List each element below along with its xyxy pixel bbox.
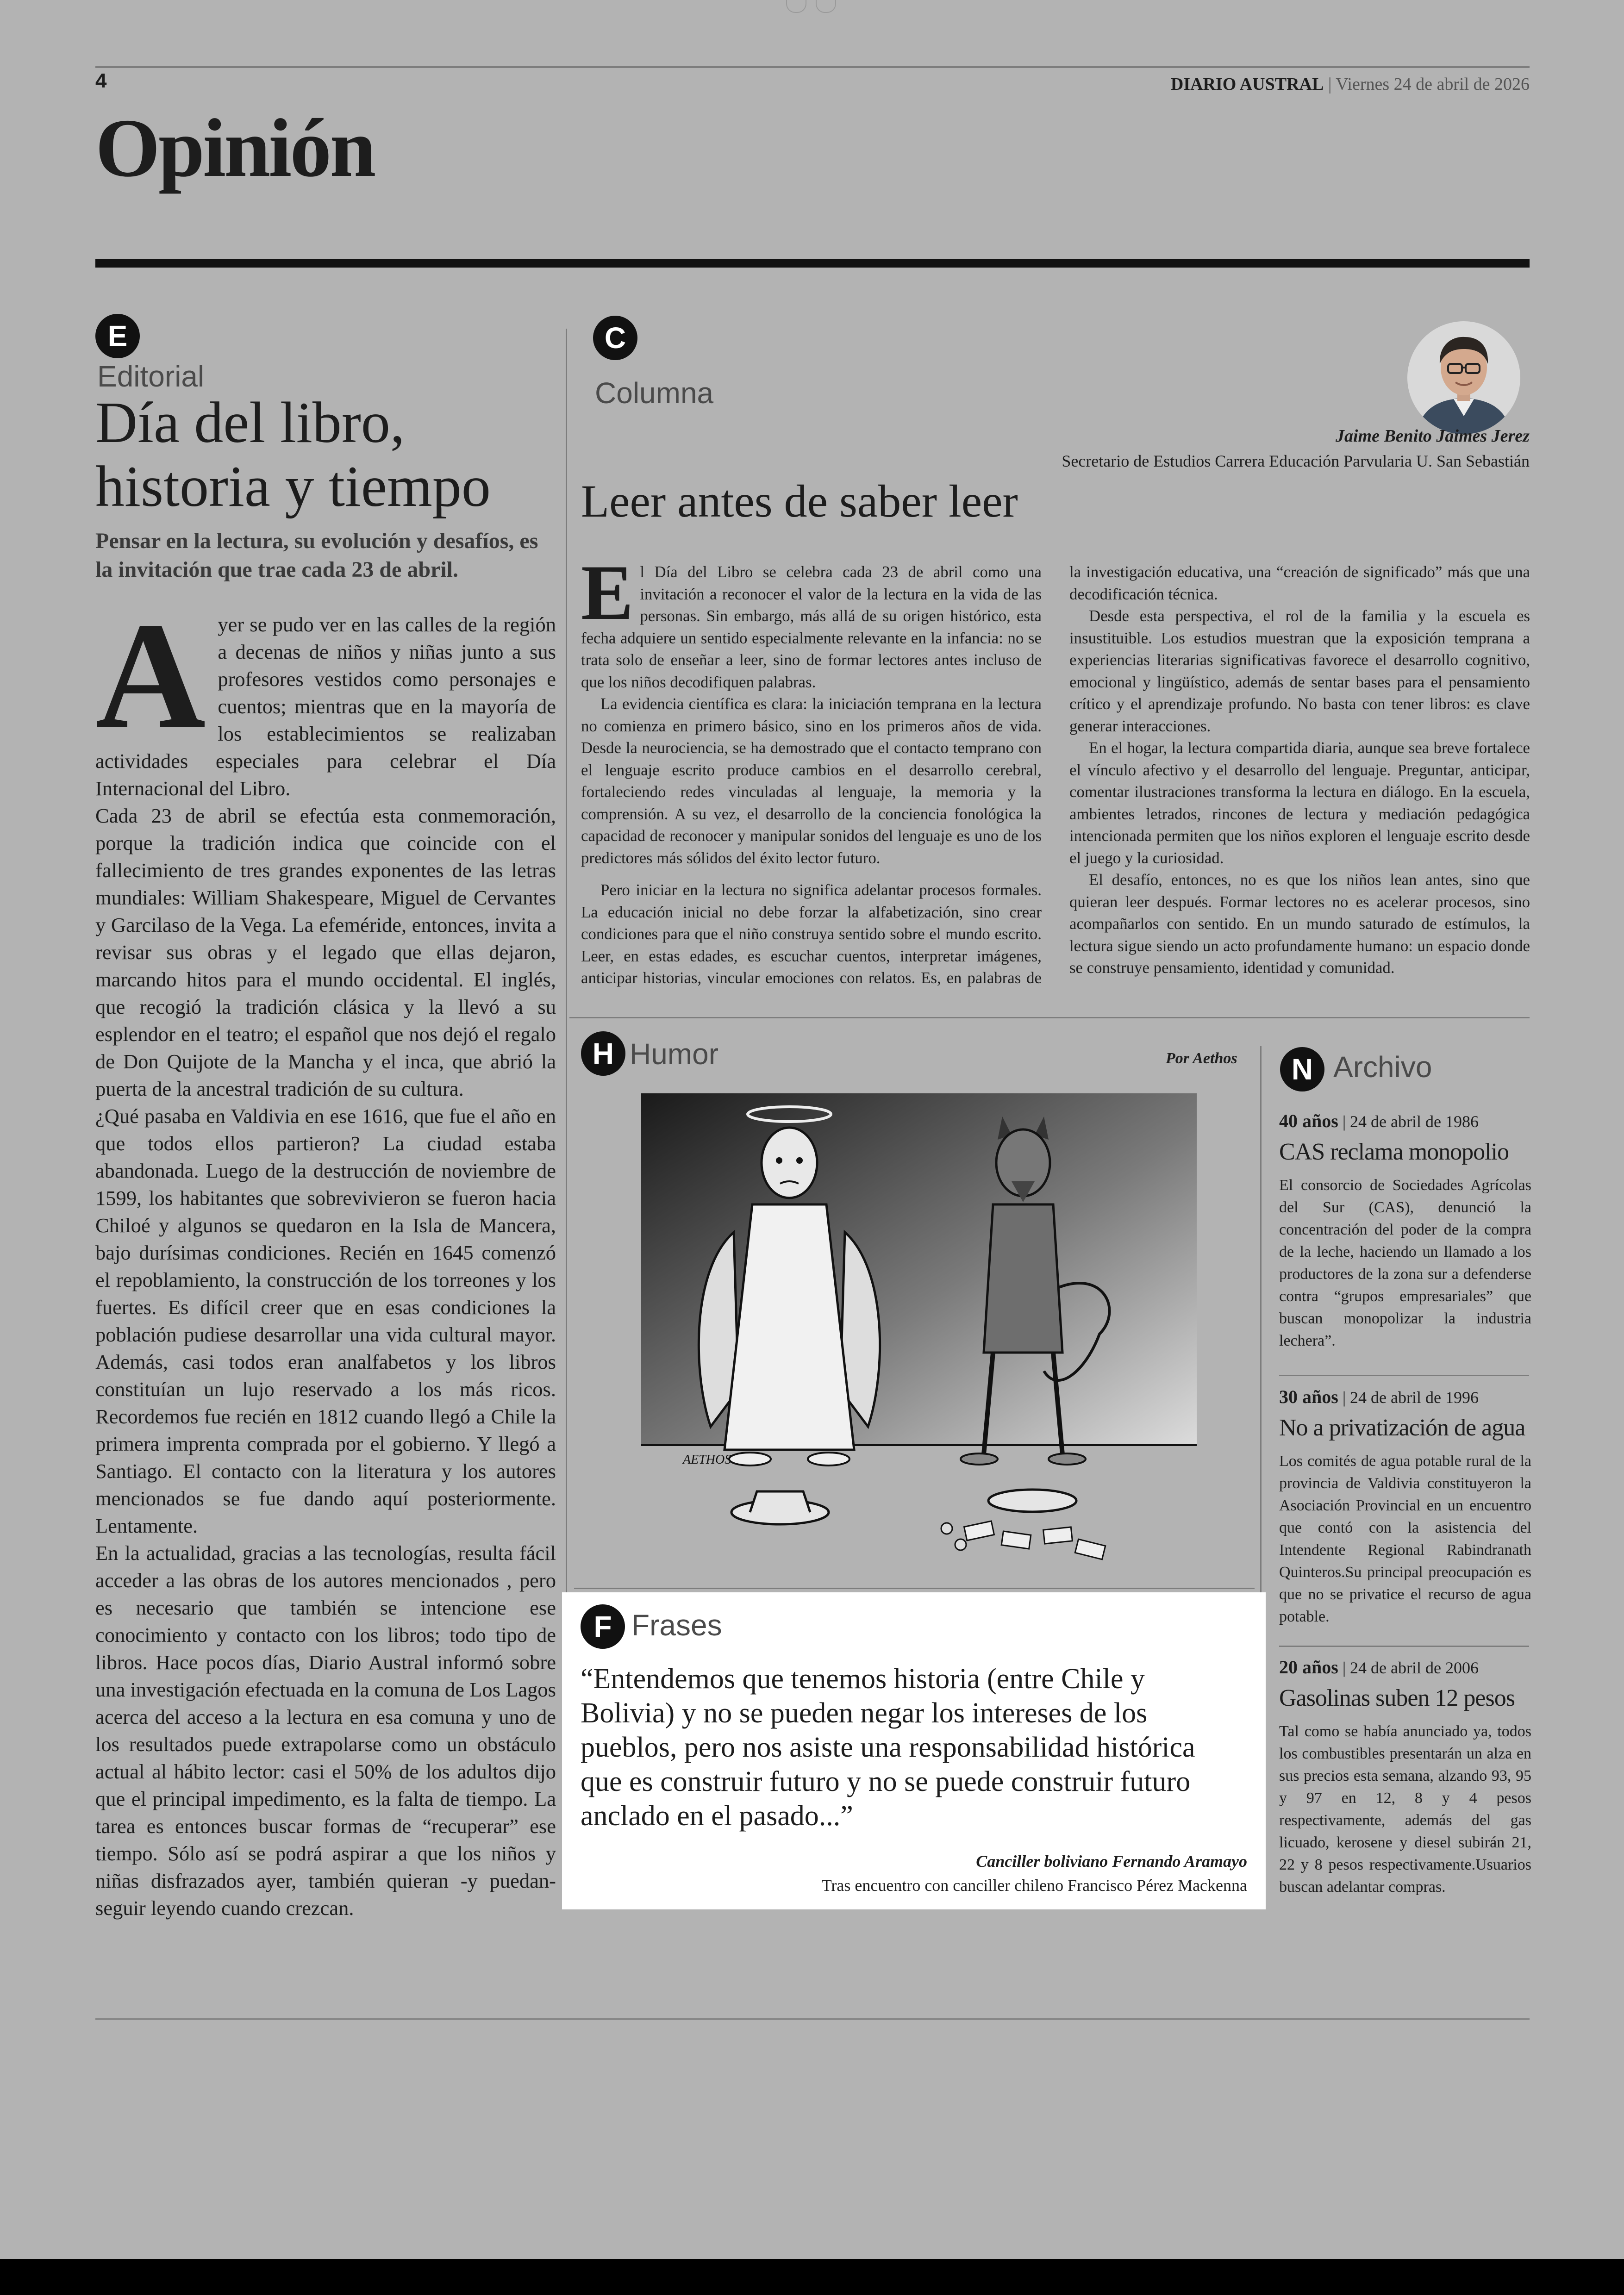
archive-kicker: Archivo — [1333, 1050, 1432, 1084]
archive-date: 24 de abril de 2006 — [1350, 1659, 1479, 1677]
viewer-bottom-bar — [0, 2259, 1624, 2295]
editorial-body — [95, 591, 556, 1922]
column-paragraph: l Día del Libro se celebra cada 23 de abril como una invitación a reconocer el valor de la lectura en la vida de las personas. Sin embargo, más allá de su origen histórico, esta fecha adquiere un sentido especialmente relevante en la infancia: no se trata solo de enseñar a leer, sino de formar lectores antes incluso de que los niños decodifiquen palabras. — [581, 563, 1042, 691]
editorial-paragraph: Cada 23 de abril se efectúa esta conmemoración, porque la tradición indica que coincide con el fallecimiento de tres grandes exponentes de las letras mundiales: William Shakespeare, Miguel de Cervantes y Garcilaso de la Vega. La efeméride, entonces, invita a revisar sus obras y el legado que ellas dejaron, marcando hitos para el mundo occidental. El inglés, que recogió la tradición clásica y la llevó a su esplendor en el teatro; el español que nos dejó el regalo de Don Quijote de la Mancha y el inca, que abrió la puerta de la ancestral tradición de su cultura. — [95, 804, 556, 1100]
frases-quote: “Entendemos que tenemos historia (entre Chile y Bolivia) y no se pueden negar los intereses de los pueblos, pero nos asiste una responsabilidad histórica que es construir futuro y no se puede construir futuro anclado en el pasado...” — [581, 1663, 1195, 1832]
cartoon-signature: AETHOS — [683, 1453, 731, 1467]
masthead: DIARIO AUSTRAL | Viernes 24 de abril de 2026 — [1170, 75, 1530, 94]
editorial-badge-icon: E — [95, 314, 140, 358]
editorial-paragraph: ¿Qué pasaba en Valdivia en ese 1616, que fue el año en que todos ellos partieron? La ciudad estaba abandonada. Luego de la destrucción de noviembre de 1599, los habitantes que sobrevivieron se fueron hacia Chiloé y algunos se quedaron en la Isla de Mancera, bajo durísimas condiciones. Recién en 1645 comenzó el repoblamiento, la construcción de los torreones y los fuertes. Es difícil creer que en esas condiciones la población pudiese desarrollar una vida cultural mayor. Además, casi todos eran analfabetos y los libros constituían un lujo reservado a los más ricos. Recordemos fue recién en 1812 cuando llegó a Chile la primera imprenta comprada por el gobierno. Y llegó a Santiago. El contacto con la literatura y los autores mencionados se fue dando aquí posteriormente. Lentamente. — [95, 1104, 556, 1537]
viewer-nav-icons[interactable] — [781, 0, 842, 14]
page-number: 4 — [95, 69, 107, 92]
prev-page-icon[interactable] — [786, 0, 806, 13]
archive-body: El consorcio de Sociedades Agrícolas del Sur (CAS), denunció la concentración del poder de la compra de la leche, haciendo un llamado a los productores de la zona sur a defenderse contra “grupos empresariales” que buscan monopolizar la industria lechera”. — [1279, 1177, 1531, 1349]
archive-entry-date: 20 años | 24 de abril de 2006 — [1279, 1657, 1479, 1678]
bottom-rule — [95, 2018, 1530, 2020]
archive-entry — [1279, 1656, 1531, 1898]
column-paragraph: Desde esta perspectiva, el rol de la familia y la escuela es insustituible. Los estudios muestran que la exposición temprana a experiencias literarias significativas favorece el desarrollo cognitivo, emocional y lingüístico, además de sentar bases para el pensamiento crítico y el aprendizaje profundo. No basta con tener libros: es clave generar interacciones. — [1069, 607, 1530, 735]
column-badge-icon: C — [593, 316, 637, 360]
column-bottom-rule — [569, 1017, 1530, 1018]
column-paragraph: El desafío, entonces, no es que los niños lean antes, sino que quieran leer después. Formar lectores no es acelerar procesos, sino acompañarlos con sentido. En un mundo saturado de estímulos, la lectura sigue siendo un acto profundamente humano: un espacio donde se construye pensamiento, identidad y comunidad. — [1069, 871, 1530, 977]
humor-badge-icon: H — [581, 1031, 625, 1076]
section-title: Opinión — [95, 102, 375, 194]
archive-headline: No a privatización de agua — [1279, 1415, 1525, 1441]
archive-entry-date: 40 años | 24 de abril de 1986 — [1279, 1110, 1479, 1131]
archive-entry — [1279, 1110, 1531, 1352]
frases-context: Tras encuentro con canciller chileno Francisco Pérez Mackenna — [821, 1876, 1247, 1895]
frases-author: Canciller boliviano Fernando Aramayo — [976, 1852, 1247, 1871]
archive-entry — [1279, 1386, 1531, 1628]
column-paragraph: La evidencia científica es clara: la iniciación temprana en la lectura no comienza en primero básico, sino en los primeros años de vida. Desde la neurociencia, se ha demostrado que el contacto temprano con el lenguaje escrito produce cambios en el desarrollo cerebral, fortaleciendo redes vinculadas al lenguaje, la memoria y la comprensión. A su vez, el desarrollo de la conciencia fonológica la capacidad de reconocer y manipular sonidos del lenguaje es uno de los predictores más sólidos del éxito lector futuro. — [581, 695, 1042, 867]
column-author: Jaime Benito Jaimes Jerez — [1335, 426, 1530, 446]
archive-badge-icon: N — [1280, 1047, 1324, 1091]
column-paragraph: Pero iniciar en la lectura no significa adelantar procesos formales. La educación inicial no debe forzar la alfabetización, sino crear condiciones para que el niño construya sentido sobre el mundo escrito. Leer, en estas edades, es escuchar cuentos, interpretar imágenes, anticipar historias, vincular emociones con relatos. Es, en palabras de la investigación educativa, una “creación de significado” más que una decodificación técnica. — [581, 563, 1530, 987]
frases-box — [562, 1592, 1266, 1909]
editorial-paragraph: yer se pudo ver en las calles de la región a decenas de niños y niñas junto a sus profesores vestidos como personajes e cuentos; mientras que en la mayoría de los establecimientos se realizaban actividades especiales para celebrar el Día Internacional del Libro. — [95, 613, 556, 800]
archive-body: Los comités de agua potable rural de la provincia de Valdivia constituyeron la Asociación Provincial en un encuentro que contó con la asistencia del Intendente Regional Rabindranath Quinteros.Su principal preocupación es que no se privatice el recurso de agua potable. — [1279, 1453, 1531, 1625]
masthead-paper: DIARIO AUSTRAL — [1170, 75, 1324, 94]
archive-years: 20 años — [1279, 1657, 1338, 1678]
editorial-lead: Pensar en la lectura, su evolución y desafíos, es la invitación que trae cada 23 de abril. — [95, 529, 538, 582]
editorial-title: Día del libro, historia y tiempo — [95, 391, 491, 519]
column-title: Leer antes de saber leer — [581, 475, 1018, 527]
editorial-kicker: Editorial — [97, 360, 205, 393]
archive-rule — [1279, 1646, 1529, 1647]
archive-headline: Gasolinas suben 12 pesos — [1279, 1685, 1515, 1711]
masthead-date: Viernes 24 de abril de 2026 — [1336, 75, 1530, 94]
humor-credit: Por Aethos — [1166, 1050, 1237, 1067]
archive-headline: CAS reclama monopolio — [1279, 1139, 1509, 1165]
column-paragraph: En el hogar, la lectura compartida diaria, aunque sea breve fortalece el vínculo afectivo y el desarrollo del lenguaje. Preguntar, anticipar, comentar ilustraciones transforma la lectura en diálogo. En la escuela, ambientes letrados, rincones de lectura y mediación pedagógica intencionada permiten que los niños exploren el lenguaje escrito desde el juego y la curiosidad. — [1069, 739, 1530, 867]
archive-years: 40 años — [1279, 1110, 1338, 1131]
column-body — [581, 549, 1530, 989]
archive-body: Tal como se había anunciado ya, todos los combustibles presentarán un alza en sus precios esta semana, alzando 93, 95 y 97 en 12, 8 y 4 pesos respectivamente, además del gas licuado, kerosene y diesel subirán 21, 22 y 8 pesos respectivamente.Usuarios buscan adelantar compras. — [1279, 1723, 1531, 1896]
archive-date: 24 de abril de 1986 — [1350, 1112, 1479, 1131]
next-page-icon[interactable] — [816, 0, 836, 13]
frases-badge-icon: F — [581, 1604, 625, 1649]
column-drop-cap: E — [581, 549, 634, 636]
humor-cartoon — [641, 1093, 1197, 1575]
section-rule — [95, 259, 1530, 268]
archive-entry-date: 30 años | 24 de abril de 1996 — [1279, 1386, 1479, 1407]
editorial-paragraph: En la actualidad, gracias a las tecnologías, resulta fácil acceder a las obras de los autores mencionados , pero es necesario que también se intencione ese conocimiento y contacto con los libros; todo tipo de libros. Hace pocos días, Diario Austral informó sobre una investigación efectuada en la comuna de Los Lagos acerca del acceso a la lectura en esa comuna y uno de los resultados puede extrapolarse como un obstáculo actual al hábito lector: casi el 50% de los adultos dijo que el principal impedimento, es la falta de tiempo. La tarea es entonces buscar formas de “recuperar” ese tiempo. Sólo así se podrá aspirar a que los niños y niñas disfrazados ayer, también quieran -y puedan- seguir leyendo cuando crezcan. — [95, 1541, 556, 1920]
column-kicker: Columna — [595, 376, 714, 410]
archive-rule — [1279, 1375, 1529, 1376]
archive-years: 30 años — [1279, 1386, 1338, 1407]
column-author-role: Secretario de Estudios Carrera Educación Parvularia U. San Sebastián — [1062, 452, 1530, 470]
humor-kicker: Humor — [630, 1037, 719, 1071]
frases-kicker: Frases — [631, 1609, 722, 1642]
humor-bottom-rule — [574, 1588, 1255, 1589]
top-rule — [95, 66, 1530, 68]
archive-date: 24 de abril de 1996 — [1350, 1388, 1479, 1407]
author-avatar — [1407, 321, 1520, 434]
editorial-drop-cap: A — [95, 591, 206, 760]
